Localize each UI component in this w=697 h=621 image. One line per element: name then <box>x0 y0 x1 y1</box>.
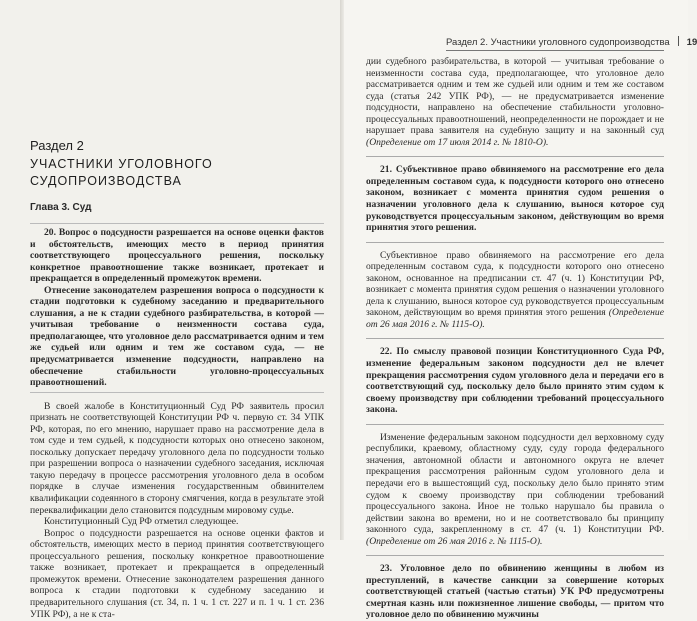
divider-23 <box>366 555 664 556</box>
thesis-21: 21. Субъективное право обвиняемого на рассмотрение его дела определенным составом суда, к подсудности которого оно отнесено законом, возникает с момента принятия судом решения о назначении уголовного дела к слушанию, вынося которое суд руководствуется процессуальным законом, действующим во время принятия этого решения. <box>366 164 664 234</box>
running-title: Раздел 2. Участники уголовного судопроизводства <box>446 37 670 48</box>
section-label: Раздел 2 <box>30 138 84 153</box>
thesis-20-box <box>30 223 324 393</box>
divider-21-end <box>366 242 664 243</box>
paragraph-21-reference: (Определение от 26 мая 2016 г. № 1115-О). <box>366 307 664 330</box>
complaint-paragraph: В своей жалобе в Конституционный Суд РФ заявитель просил признать не соответствующей Конституции РФ ч. первую ст. 34 УПК РФ, которая, по его мнению, нарушает право на рассмотрение дела в том суде и тем судьей, к подсудности которых оно отнесено законом, поскольку допускает передачу уголовного дела по подсудности только при разрешении вопроса о назначении судебного заседания, исключая такую передачу в процессе рассмотрения уголовного дела в особом порядке в случае изменения государственным обвинителем квалификации содеянного в сторону смягчения, когда в результате этой переквалификации дело становится подсудным мировому судье. <box>30 400 324 516</box>
continued-paragraph <box>366 56 664 148</box>
thesis-20-continued: Отнесение законодателем разрешения вопроса о подсудности к стадии подготовки к судебному заседанию и предварительного слушания, а не к стадии судебного разбирательства, в которой — учитывая требование о неизменности состава суда, предполагающее, что уголовное дело рассматривается одним и тем же судьей или одним и тем же составом суда, — не предусматривается изменение подсудности, направлено на обеспечение стабильности уголовно-процессуальных правоотношений. <box>30 284 324 389</box>
page-number: 19 <box>686 37 697 48</box>
running-head-separator <box>678 36 679 46</box>
thesis-20: 20. Вопрос о подсудности разрешается на основе оценки фактов и обстоятельств, имеющих место в период принятия соответствующего процессуального решения, поскольку конкретное правоотношение также возникает, протекает и прекращается в определенный промежуток времени. <box>30 227 324 285</box>
thesis-22: 22. По смыслу правовой позиции Конституционного Суда РФ, изменение федеральным законом подсудности дел не влечет прекращения рассмотрения судом уголовного дела и передачи его в соответствующий суд, поскольку дело было принято этим судом к своему производству при соблюдении требований процессуального закона. <box>366 346 664 416</box>
section-title-line-2: СУДОПРОИЗВОДСТВА <box>30 174 182 188</box>
paragraph-21 <box>366 250 664 331</box>
paragraph-21-text: Субъективное право обвиняемого на рассмотрение его дела определенным составом суда, к подсудности которого оно отнесено законом, основанное на предписании ст. 47 (ч. 1) Конституции РФ, возникает с момента принятия судом решения о назначении уголовного дела к слушанию, вынося которое суд руководствуется процессуальным законом, действующим во время принятия этого решения <box>366 249 664 319</box>
right-page <box>344 0 697 621</box>
court-noted-paragraph: Конституционный Суд РФ отметил следующее. <box>44 516 239 528</box>
thesis-23: 23. Уголовное дело по обвинению женщины в любом из преступлений, в качестве санкции за совершение которых соответствующей статьей (частью статьи) УК РФ предусмотрены смертная казнь или пожизненное лишение свободы, — притом что уголовное дело по обвинению мужчины <box>366 563 664 621</box>
continued-reference: (Определение от 17 июля 2014 г. № 1810-О). <box>366 136 549 148</box>
divider-22 <box>366 338 664 339</box>
section-title <box>30 156 324 190</box>
question-paragraph: Вопрос о подсудности разрешается на основе оценки фактов и обстоятельств, имеющих место в период принятия соответствующего процессуального решения, поскольку конкретное правоотношение также возникает, протекает и прекращается в определенный промежуток времени. Отнесение законодателем разрешения данного вопроса к стадии подготовки к судебному заседанию и предварительного слушания (ст. 34, п. 1 ч. 1 ст. 227 и п. 1 ч. 1 ст. 236 УПК РФ), а не к ста- <box>30 527 324 620</box>
left-column <box>30 0 324 620</box>
divider-22-end <box>366 424 664 425</box>
chapter-heading: Глава 3. Суд <box>30 202 92 213</box>
paragraph-22 <box>366 432 664 547</box>
divider-21 <box>366 156 664 157</box>
continued-text: дии судебного разбирательства, в которой — учитывая требование о неизменности состава суда, предполагающее, что уголовное дело рассматривается одним и тем же судьей или одним и тем же составом суда (статья 242 УПК РФ), — не предусматривается изменение подсудности, направлено на обеспечение стабильности уголовно-процессуальных правоотношений, неопределенности не порождает и не нарушает права заявителя на судебную защиту и на законный суд <box>366 56 664 137</box>
left-page <box>0 0 340 620</box>
paragraph-22-reference: (Определение от 26 мая 2016 г. № 1115-О). <box>366 535 543 547</box>
section-title-line-1: УЧАСТНИКИ УГОЛОВНОГО <box>30 157 213 171</box>
paragraph-22-text: Изменение федеральным законом подсудности дел верховному суду республики, краевому, областному суду, суду города федерального значения, автономной области и автономного округа не влечет прекращения рассмотрения районным судом уголовного дела и передачи его в вышестоящий суд, поскольку дело было принято этим судом к своему производству при соблюдении требований процессуального закона. Иное не только нарушало бы правила о действии закона во времени, но и не соответствовало бы принципу законного суда, закрепленному в ст. 47 (ч. 1) Конституции РФ. <box>366 431 664 536</box>
right-column <box>366 0 664 621</box>
